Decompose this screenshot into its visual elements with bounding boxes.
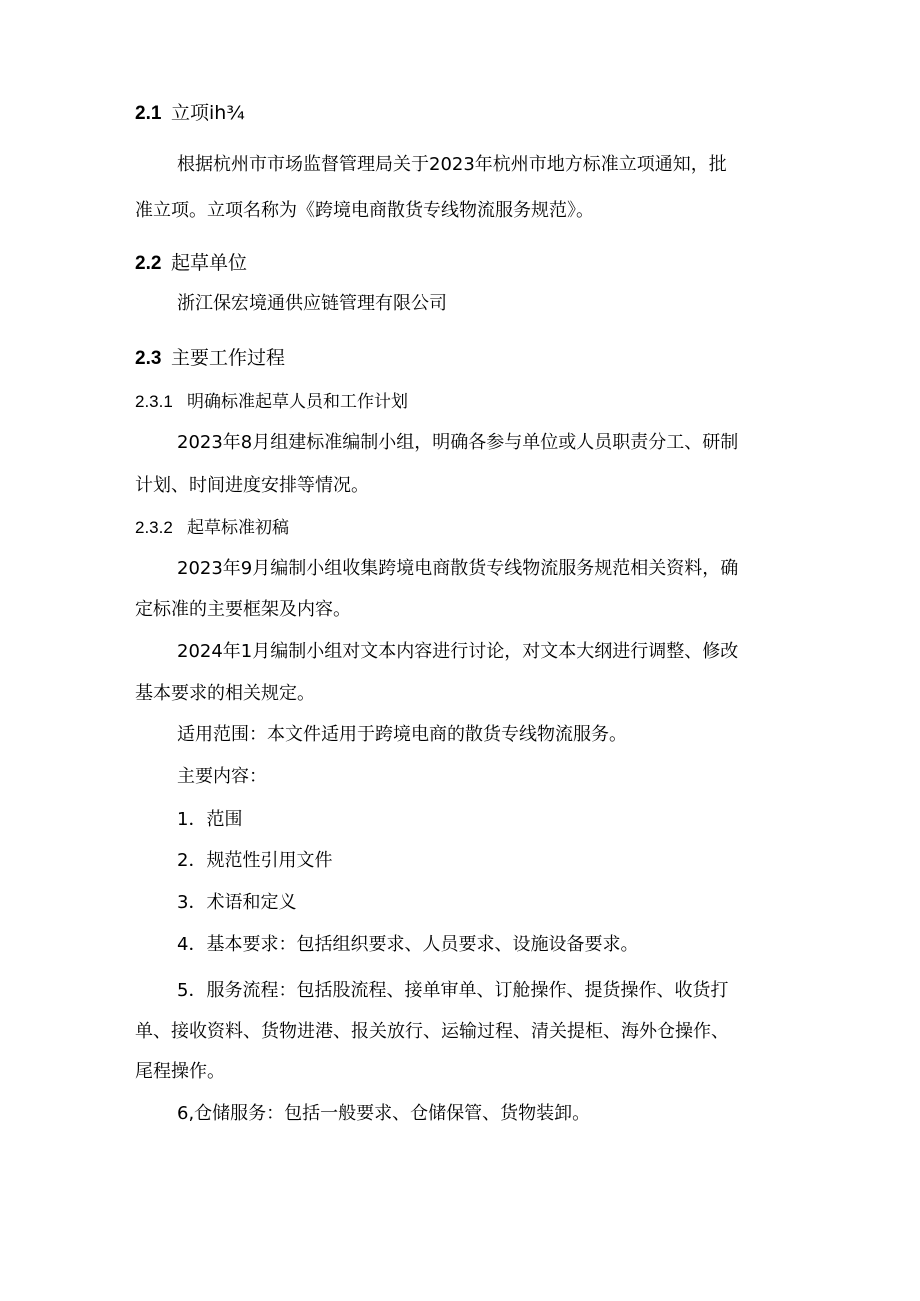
paragraph-line: 浙江保宏境通供应链管理有限公司 <box>177 293 447 314</box>
heading-2-1 <box>135 101 245 126</box>
heading-number: 2.1 <box>135 103 162 124</box>
paragraph-line: 定标准的主要框架及内容。 <box>135 599 351 620</box>
heading-number: 2.3.1 <box>135 392 173 411</box>
paragraph-line: 计划、时间进度安排等情况。 <box>135 475 369 496</box>
heading-title: 主要工作过程 <box>171 347 286 369</box>
list-item: 3．术语和定义 <box>177 892 297 913</box>
heading-2-3 <box>135 346 285 371</box>
paragraph-line: 准立项。立项名称为《跨境电商散货专线物流服务规范》。 <box>135 200 594 221</box>
contents-label: 主要内容： <box>177 766 267 787</box>
heading-title: 起草标准初稿 <box>187 518 289 538</box>
list-item: 5．服务流程：包括股流程、接单审单、订舱操作、提货操作、收货打 <box>177 980 729 1001</box>
list-item-continuation: 单、接收资料、货物进港、报关放行、运输过程、清关提柜、海外仓操作、 <box>135 1021 729 1042</box>
heading-number: 2.3.2 <box>135 518 173 537</box>
paragraph-line: 根据杭州市市场监督管理局关于2023年杭州市地方标准立项通知，批 <box>177 154 727 175</box>
list-item: 4．基本要求：包括组织要求、人员要求、设施设备要求。 <box>177 934 639 955</box>
heading-2-3-1 <box>135 390 408 414</box>
heading-2-2 <box>135 251 247 276</box>
scope-line: 适用范围：本文件适用于跨境电商的散货专线物流服务。 <box>177 724 627 745</box>
heading-title: 立项ih¾ <box>171 102 245 124</box>
paragraph-line: 2023年9月编制小组收集跨境电商散货专线物流服务规范相关资料，确 <box>177 558 739 579</box>
paragraph-line: 2024年1月编制小组对文本内容进行讨论，对文本大纲进行调整、修改 <box>177 641 739 662</box>
heading-title: 明确标准起草人员和工作计划 <box>187 392 408 412</box>
heading-number: 2.3 <box>135 348 162 369</box>
list-item: 2．规范性引用文件 <box>177 850 333 871</box>
heading-2-3-2 <box>135 516 289 540</box>
heading-number: 2.2 <box>135 253 162 274</box>
paragraph-line: 基本要求的相关规定。 <box>135 683 315 704</box>
heading-title: 起草单位 <box>171 252 248 274</box>
list-item-continuation: 尾程操作。 <box>135 1061 225 1082</box>
paragraph-line: 2023年8月组建标准编制小组，明确各参与单位或人员职责分工、研制 <box>177 432 739 453</box>
list-item: 1．范围 <box>177 809 243 830</box>
list-item: 6,仓储服务：包括一般要求、仓储保管、货物装卸。 <box>177 1103 591 1124</box>
